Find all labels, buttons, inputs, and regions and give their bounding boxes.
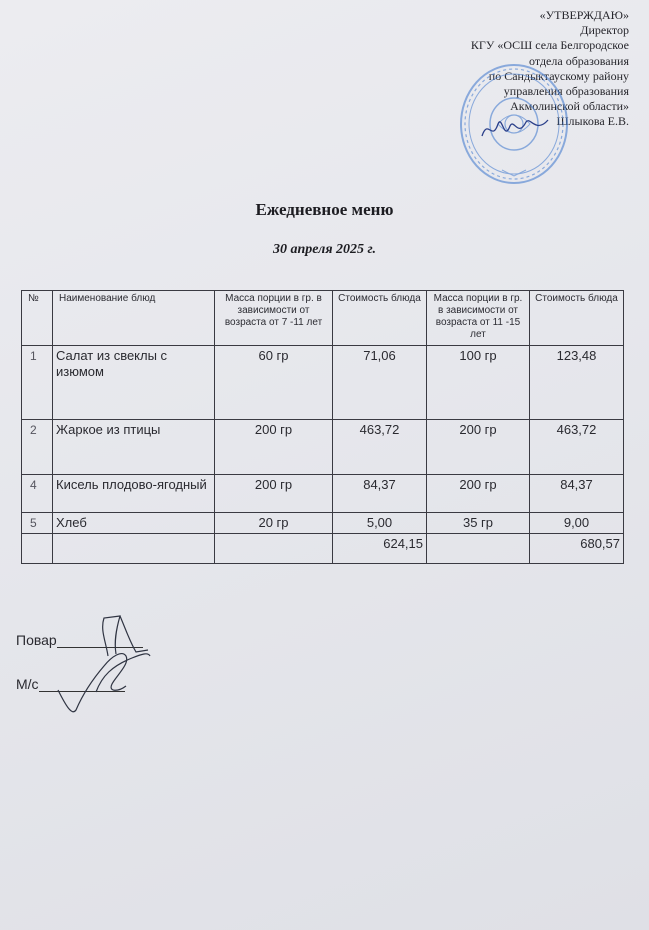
row-number: 1 (22, 346, 53, 420)
cost-7-11: 71,06 (333, 346, 427, 420)
approval-org-line5: Акмолинской области» (510, 99, 629, 114)
menu-date: 30 апреля 2025 г. (272, 242, 377, 257)
totals-empty-cell (53, 534, 215, 564)
totals-row (22, 534, 624, 564)
nurse-label: М/с (16, 676, 39, 692)
dish-name: Жаркое из птицы (53, 420, 215, 475)
table-row (22, 346, 624, 420)
total-cost-11-15: 680,57 (530, 534, 624, 564)
table-row (22, 475, 624, 513)
director-signature (478, 112, 558, 146)
approval-org-line3: по Сандыктаускому району (488, 68, 629, 83)
approval-org-line4: управления образования (503, 84, 629, 99)
dish-name: Салат из свеклы с изюмом (53, 346, 215, 420)
menu-table (21, 290, 624, 564)
cost-7-11: 84,37 (333, 475, 427, 513)
totals-empty-cell (22, 534, 53, 564)
dish-name: Хлеб (53, 513, 215, 534)
table-row (22, 420, 624, 475)
row-number: 2 (22, 420, 53, 475)
table-header-row (22, 291, 624, 346)
cost-7-11: 5,00 (333, 513, 427, 534)
totals-empty-cell (215, 534, 333, 564)
total-cost-7-11: 624,15 (333, 534, 427, 564)
cost-7-11: 463,72 (333, 420, 427, 475)
mass-11-15: 100 гр (427, 346, 530, 420)
row-number: 4 (22, 475, 53, 513)
approval-position: Директор (580, 23, 629, 38)
header-mass-7-11: Масса порции в гр. в зависимости от возраста от 7 -11 лет (215, 291, 333, 346)
mass-11-15: 200 гр (427, 420, 530, 475)
header-dish-name: Наименование блюд (53, 291, 215, 346)
dish-name: Кисель плодово-ягодный (53, 475, 215, 513)
page-title: Ежедневное меню (255, 200, 394, 219)
cost-11-15: 84,37 (530, 475, 624, 513)
mass-11-15: 200 гр (427, 475, 530, 513)
approval-signer: Шлыкова Е.В. (556, 114, 629, 129)
approval-org-line2: отдела образования (529, 53, 629, 68)
cost-11-15: 123,48 (530, 346, 624, 420)
header-number: № (22, 291, 53, 346)
mass-7-11: 200 гр (215, 420, 333, 475)
header-cost-7-11: Стоимость блюда (333, 291, 427, 346)
mass-7-11: 20 гр (215, 513, 333, 534)
cost-11-15: 9,00 (530, 513, 624, 534)
nurse-signature (52, 646, 152, 718)
header-mass-11-15: Масса порции в гр. в зависимости от возраста от 11 -15 лет (427, 291, 530, 346)
row-number: 5 (22, 513, 53, 534)
approval-org-line1: КГУ «ОСШ села Белгородское (470, 38, 629, 53)
mass-7-11: 60 гр (215, 346, 333, 420)
cost-11-15: 463,72 (530, 420, 624, 475)
totals-empty-cell (427, 534, 530, 564)
mass-11-15: 35 гр (427, 513, 530, 534)
table-row (22, 513, 624, 534)
approval-heading: «УТВЕРЖДАЮ» (539, 8, 629, 22)
header-cost-11-15: Стоимость блюда (530, 291, 624, 346)
cook-label: Повар (16, 632, 57, 648)
mass-7-11: 200 гр (215, 475, 333, 513)
